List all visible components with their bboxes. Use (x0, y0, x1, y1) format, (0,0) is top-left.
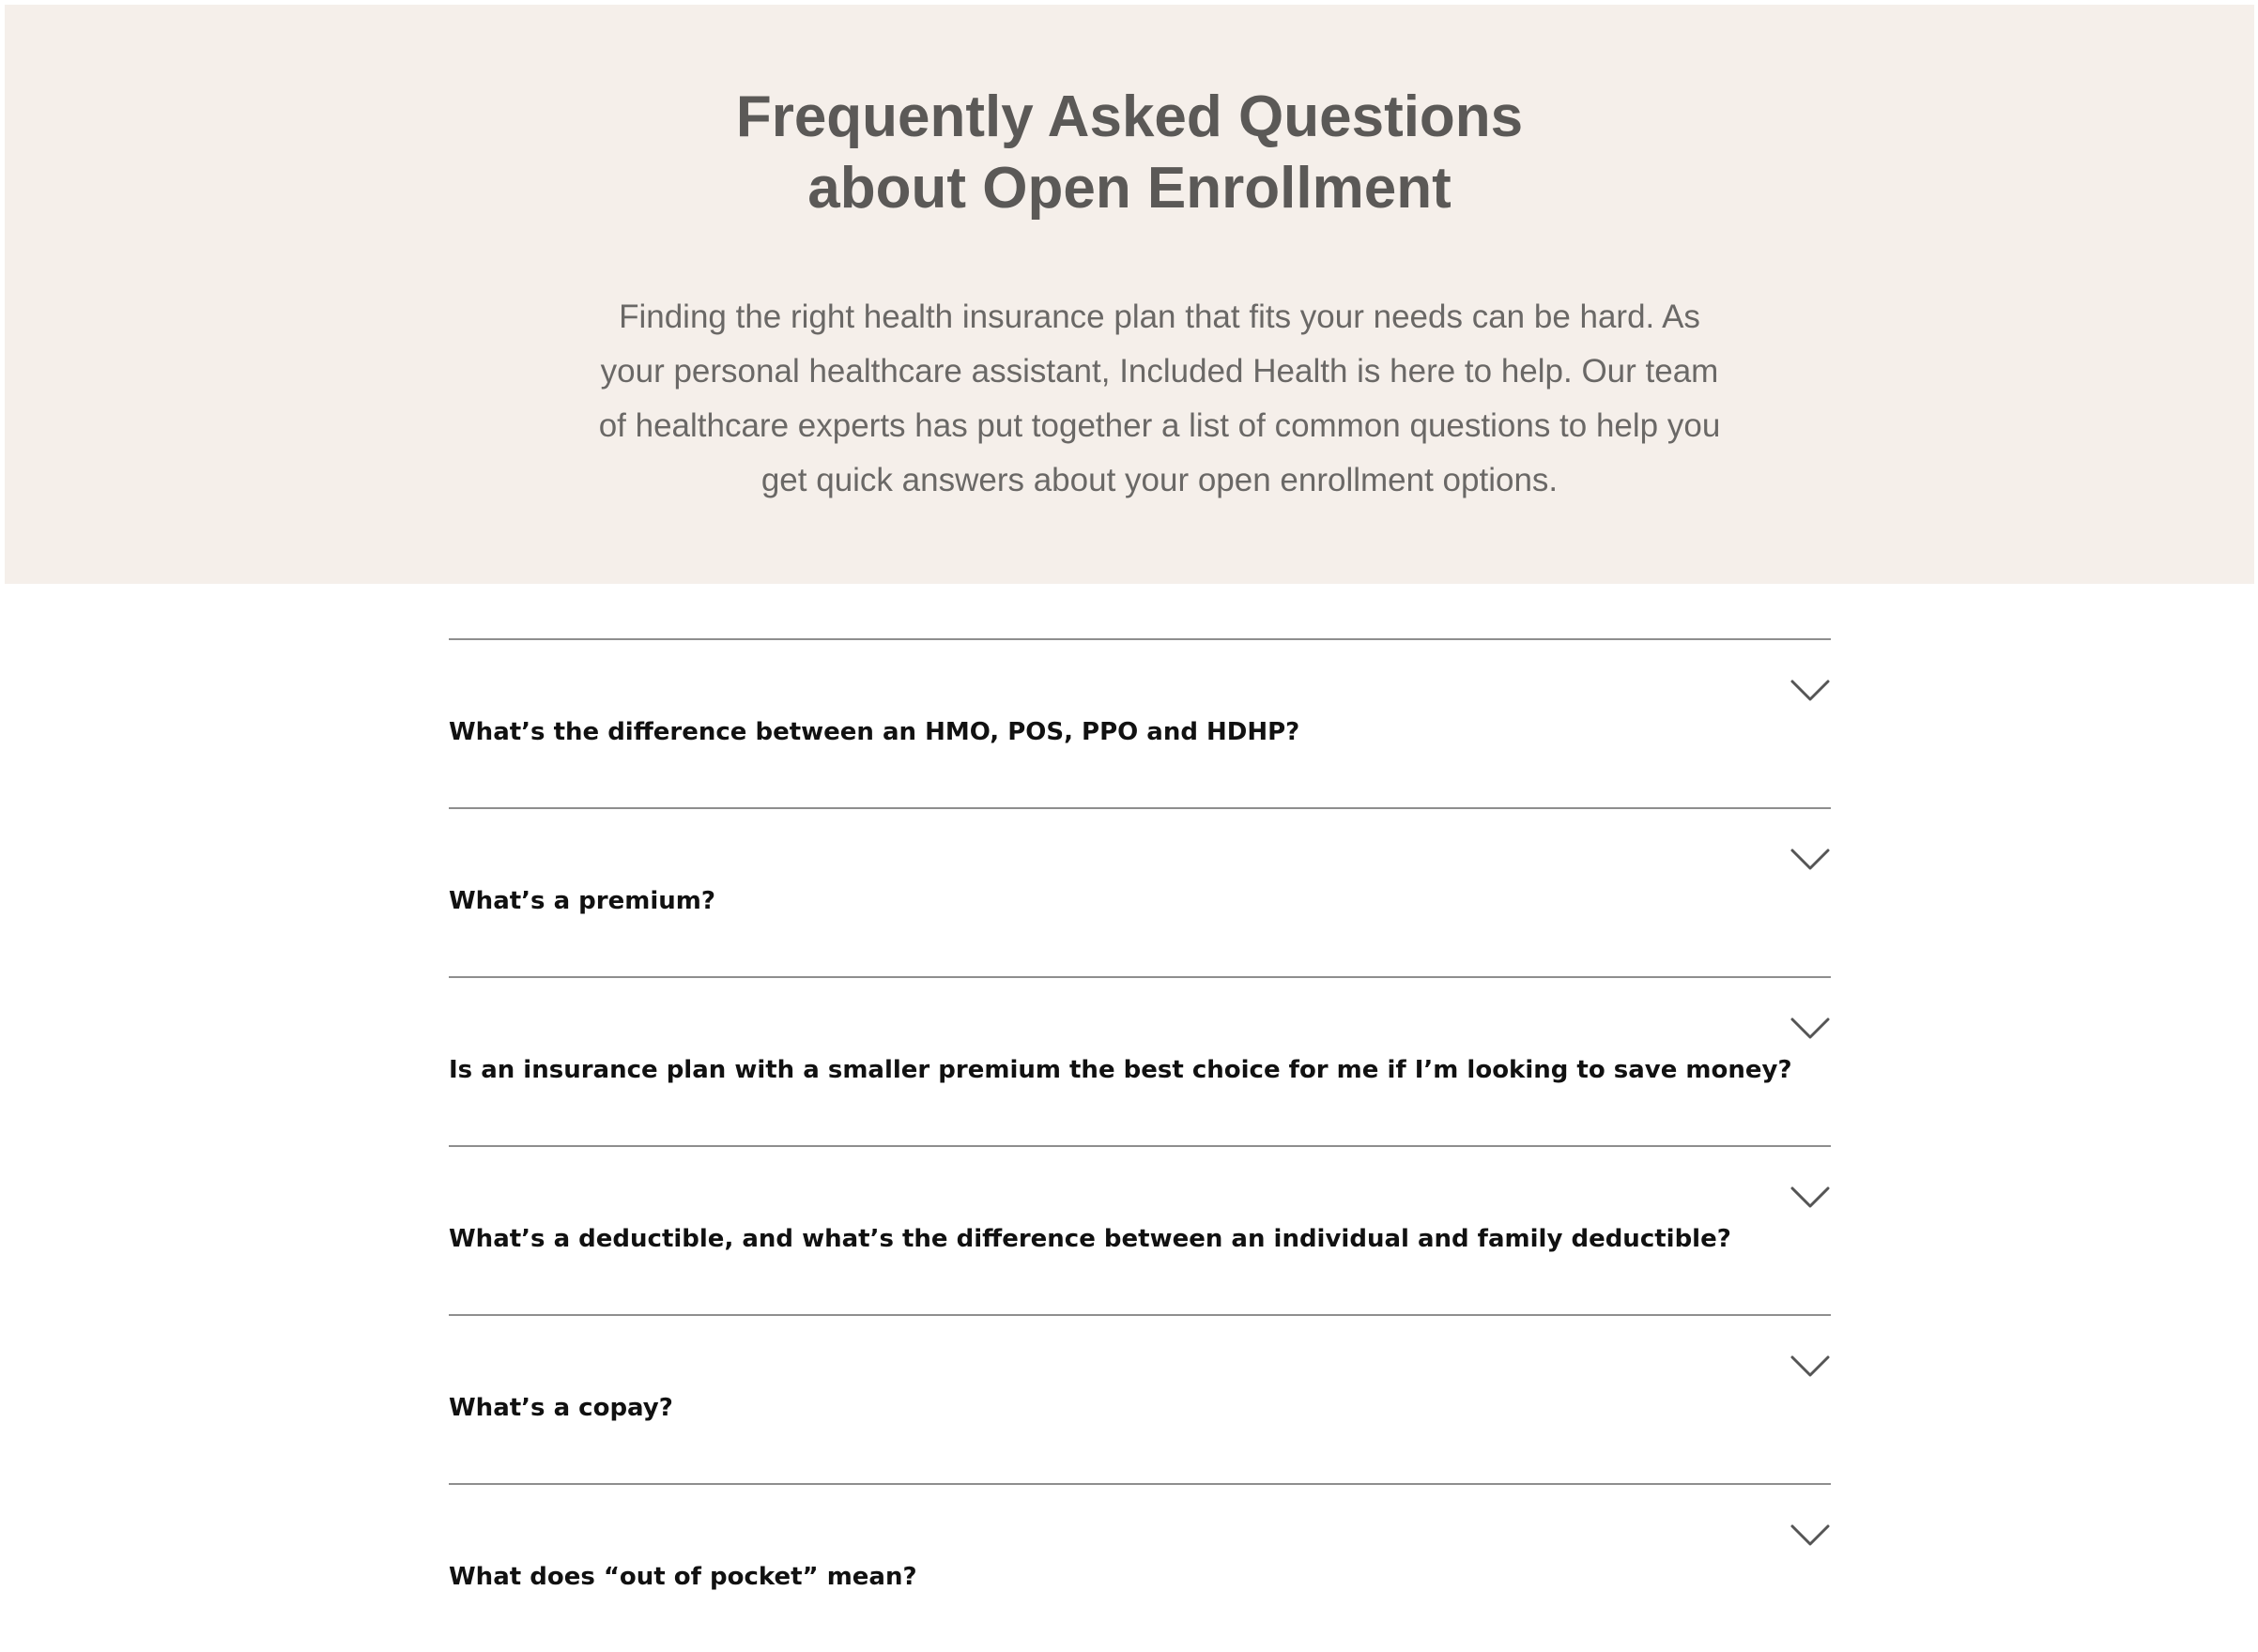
faq-item-deductible[interactable] (449, 1145, 1831, 1314)
faq-question: What does “out of pocket” mean? (449, 1563, 917, 1591)
intro-paragraph (559, 290, 1760, 508)
faq-item-out-of-pocket[interactable] (449, 1483, 1831, 1652)
chevron-down-icon[interactable] (1790, 1522, 1831, 1549)
intro-line: your personal healthcare assistant, Included Health is here to help. Our team (600, 353, 1719, 390)
intro-line: Finding the right health insurance plan that fits your needs can be hard. As (619, 298, 1700, 335)
faq-question: What’s a deductible, and what’s the difference between an individual and family deductible? (449, 1225, 1731, 1253)
faq-question: What’s a premium? (449, 887, 715, 915)
chevron-down-icon[interactable] (1790, 847, 1831, 873)
page-title-line: Frequently Asked Questions (735, 84, 1524, 149)
chevron-down-icon[interactable] (1790, 1185, 1831, 1211)
faq-question: What’s a copay? (449, 1394, 673, 1422)
faq-item-premium[interactable] (449, 807, 1831, 976)
faq-hero (5, 5, 2254, 584)
faq-accordion (449, 638, 1831, 1652)
page-title (5, 82, 2254, 224)
page-title-line: about Open Enrollment (807, 156, 1452, 221)
faq-question: Is an insurance plan with a smaller premium the best choice for me if I’m looking to save money? (449, 1056, 1792, 1084)
chevron-down-icon[interactable] (1790, 1354, 1831, 1380)
faq-question: What’s the difference between an HMO, POS, PPO and HDHP? (449, 718, 1300, 746)
faq-item-smaller-premium[interactable] (449, 976, 1831, 1145)
faq-item-copay[interactable] (449, 1314, 1831, 1483)
chevron-down-icon[interactable] (1790, 1016, 1831, 1042)
intro-line: of healthcare experts has put together a list of common questions to help you (598, 407, 1721, 444)
faq-item-plan-types[interactable] (449, 638, 1831, 807)
intro-line: get quick answers about your open enrollment options. (760, 462, 1559, 498)
chevron-down-icon[interactable] (1790, 678, 1831, 704)
